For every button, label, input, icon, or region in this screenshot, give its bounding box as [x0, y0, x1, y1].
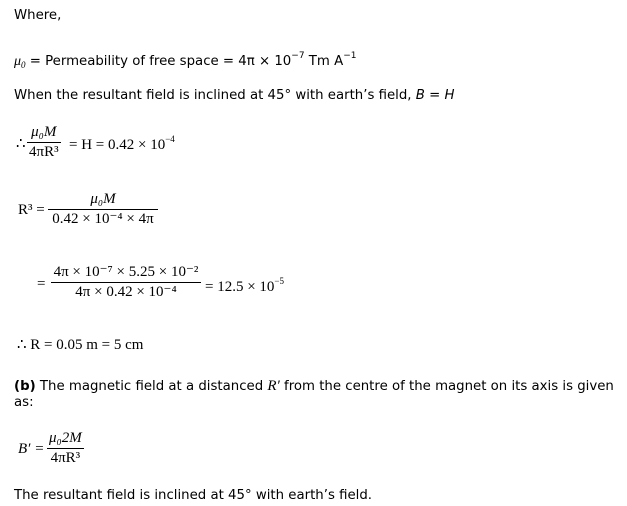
- part-b-line1: (b) The magnetic field at a distanced R′ from the centre of the magnet on its axis is given: [14, 378, 614, 394]
- eq2-lhs: R³ =: [18, 202, 45, 218]
- eq1-rhs: = $H = 0.42 \times 10^{-4}$: [69, 134, 175, 153]
- eq4-result: ∴ R = 0.05 m = 5 cm: [17, 337, 144, 353]
- part-b-label: (b): [14, 379, 36, 394]
- eq3-numerator: 4π × 10⁻⁷ × 5.25 × 10⁻²: [51, 264, 201, 283]
- eq1-fraction: [27, 124, 61, 161]
- eq3-equals: =: [37, 276, 46, 292]
- eq3-rhs: = $12.5 \times 10^{-5}$: [205, 276, 284, 295]
- part-b-line2: as:: [14, 395, 34, 410]
- inclined-statement: When the resultant field is inclined at 45° with earth’s field, B = H: [14, 88, 455, 103]
- r-prime-symbol: R′: [267, 378, 280, 394]
- eq3-fraction: [51, 264, 201, 301]
- eq2-numerator: μ₀M: [48, 191, 158, 210]
- final-statement: The resultant field is inclined at 45° with earth’s field.: [14, 488, 373, 503]
- eq5-lhs: B′ =: [18, 441, 45, 457]
- where-label: Where,: [14, 8, 62, 23]
- eq1-numerator: μ₀M: [27, 124, 61, 143]
- mu0-symbol: $\mu_0$: [14, 54, 26, 70]
- eq2-fraction: [48, 191, 158, 228]
- eq5-fraction: [47, 430, 84, 467]
- eq1-denominator: 4πR³: [29, 144, 59, 160]
- mu0-definition: $\mu_0$ = Permeability of free space = $4\pi \times 10^{-7}$ Tm $A^{-1}$: [14, 51, 357, 70]
- eq5-denominator: 4πR³: [50, 450, 81, 466]
- eq1-therefore: ∴: [16, 136, 26, 152]
- eq5-numerator: μ₀2M: [47, 430, 84, 449]
- eq3-denominator: 4π × 0.42 × 10⁻⁴: [75, 284, 177, 300]
- eq2-denominator: 0.42 × 10⁻⁴ × 4π: [52, 211, 154, 227]
